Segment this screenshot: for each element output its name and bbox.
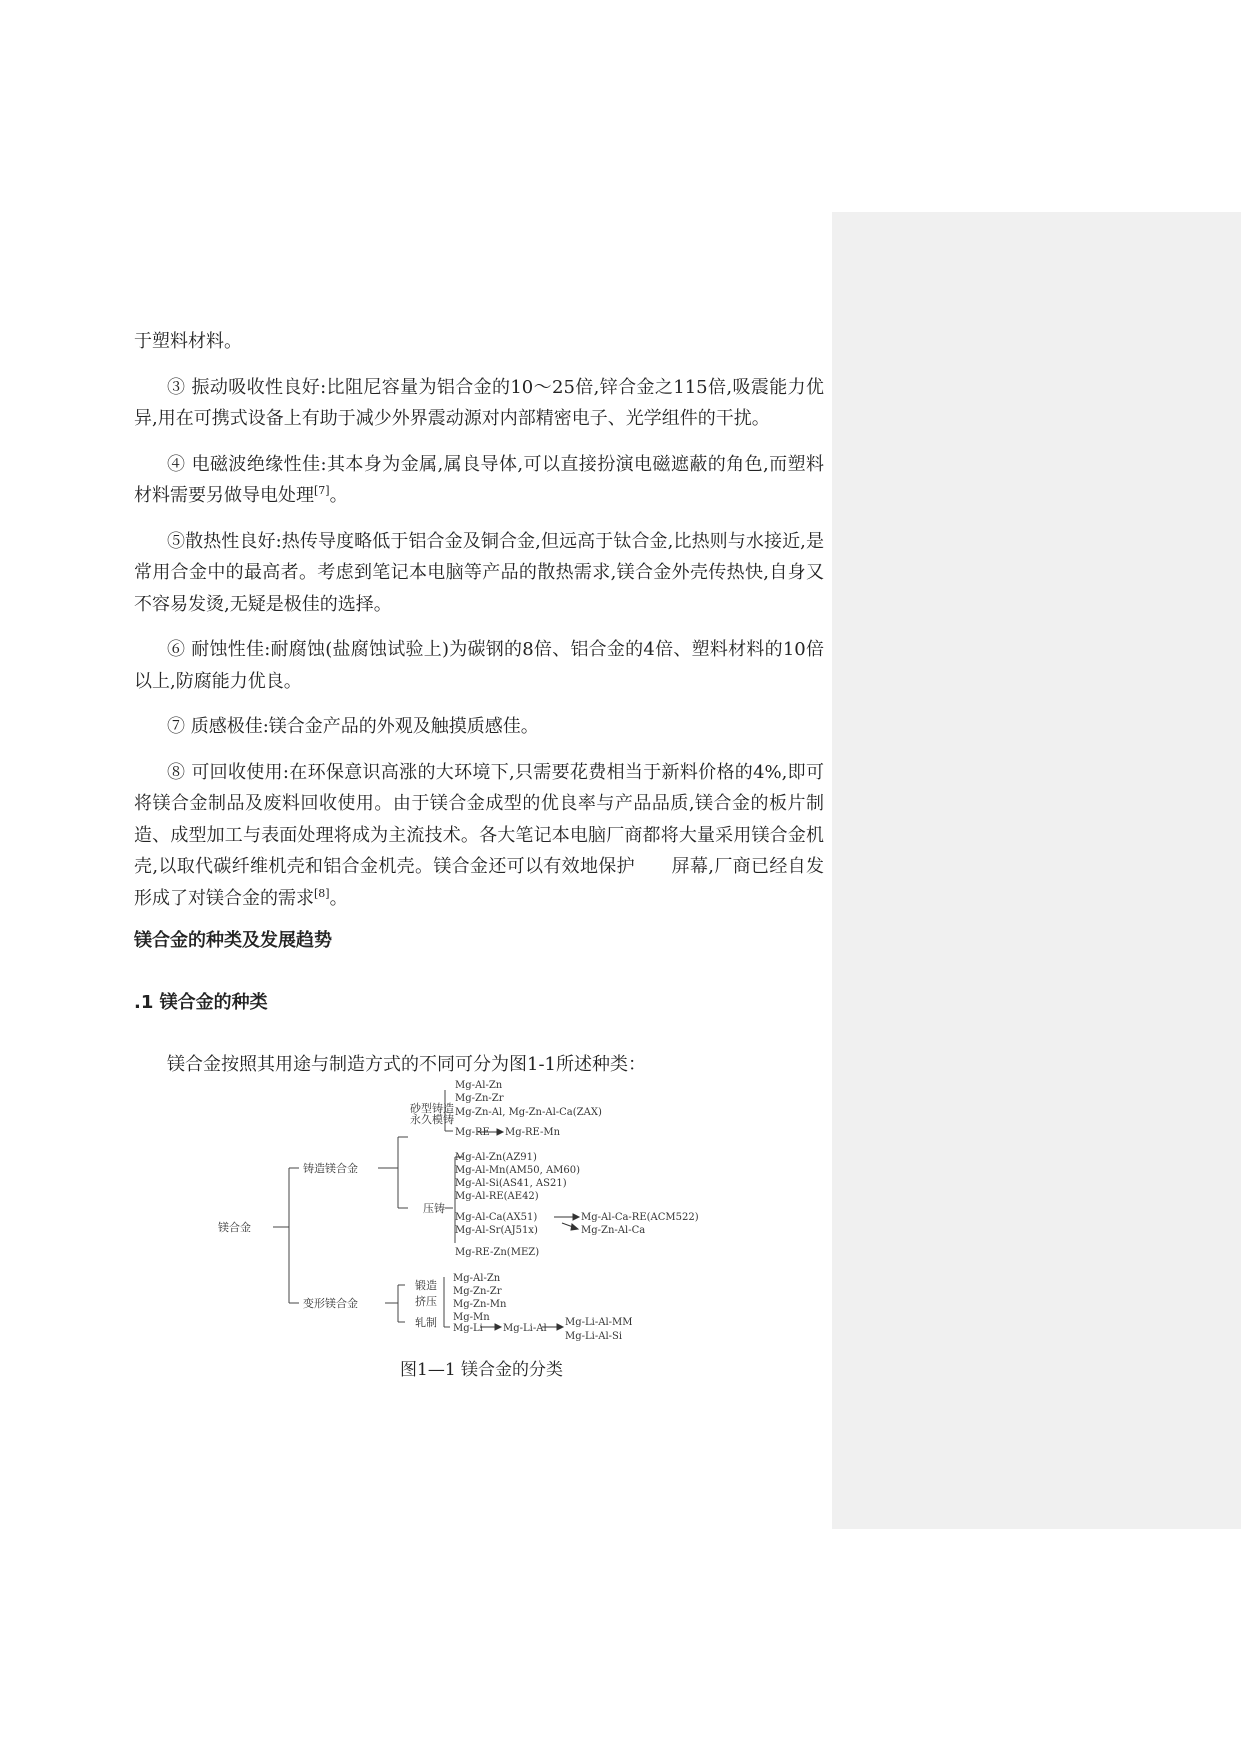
alloy-label: Mg-Al-Zn [453,1273,501,1284]
node-forging: 锻造 [415,1279,437,1292]
body-text [134,326,824,928]
paragraph: ③ 振动吸收性良好:比阻尼容量为铝合金的10～25倍,锌合金之115倍,吸震能力优异,用在可携式设备上有助于减少外界震动源对内部精密电子、光学组件的干扰。 [134,376,824,429]
node-die-cast: 压铸 [423,1202,445,1215]
alloy-label: Mg-Zn-Zr [453,1286,502,1297]
classification-diagram [218,1075,705,1350]
node-sand-cast: 砂型铸造 [410,1102,454,1115]
alloy-label: Mg-Li-Al [503,1323,547,1334]
comment-pane [832,212,1241,1529]
alloy-label: Mg-Li [453,1323,483,1334]
alloy-label: Mg-Zn-Zr [455,1093,504,1104]
section-heading: 镁合金的种类及发展趋势 [134,930,332,951]
node-perm-mold: 永久模铸 [410,1113,454,1126]
alloy-label: Mg-RE-Zn(MEZ) [455,1247,540,1258]
alloy-label: Mg-Al-RE(AE42) [455,1191,539,1202]
paragraph: ④ 电磁波绝缘性佳:其本身为金属,属良导体,可以直接扮演电磁遮蔽的角色,而塑料材料需要另做导电处理[7]。 [134,453,824,506]
citation[interactable]: [7] [314,484,330,497]
node-wrought: 变形镁合金 [303,1297,358,1310]
subsection-heading: .1 镁合金的种类 [134,992,268,1013]
alloy-label: Mg-RE [455,1127,490,1138]
alloy-label: Mg-Al-Zn [455,1080,503,1091]
alloy-label: Mg-Zn-Al-Ca [581,1225,646,1236]
paragraph: ⑥ 耐蚀性佳:耐腐蚀(盐腐蚀试验上)为碳钢的8倍、铝合金的4倍、塑料材料的10倍以上,防腐能力优良。 [134,639,824,692]
paragraph: ⑦ 质感极佳:镁合金产品的外观及触摸质感佳。 [167,716,539,737]
alloy-label: Mg-Al-Sr(AJ51x) [455,1225,538,1236]
node-cast: 铸造镁合金 [303,1162,358,1175]
alloy-label: Mg-Zn-Mn [453,1299,507,1310]
paragraph: ⑤散热性良好:热传导度略低于铝合金及铜合金,但远高于钛合金,比热则与水接近,是常用合金中的最高者。考虑到笔记本电脑等产品的散热需求,镁合金外壳传热快,自身又不容易发烫,无疑是极佳的选择。 [134,530,824,615]
alloy-label: Mg-Al-Mn(AM50, AM60) [455,1165,581,1176]
paragraph: 于塑料材料。 [134,331,242,352]
alloy-label: Mg-Al-Zn(AZ91) [455,1152,537,1163]
node-root: 镁合金 [218,1221,251,1234]
citation[interactable]: [8] [314,886,330,900]
alloy-label: Mg-RE-Mn [505,1127,561,1138]
alloy-label: Mg-Mn [453,1312,490,1323]
alloy-label: Mg-Al-Ca(AX51) [455,1212,538,1223]
figure-caption: 图1—1 镁合金的分类 [400,1360,564,1380]
node-extrusion: 挤压 [415,1295,437,1308]
alloy-label: Mg-Al-Si(AS41, AS21) [455,1178,567,1189]
node-rolling: 轧制 [415,1316,437,1329]
alloy-label: Mg-Zn-Al, Mg-Zn-Al-Ca(ZAX) [455,1107,602,1118]
paragraph: ⑧ 可回收使用:在环保意识高涨的大环境下,只需要花费相当于新料价格的4%,即可将镁合金制品及废料回收使用。由于镁合金成型的优良率与产品品质,镁合金的板片制造、成型加工与表面处理将成为主流技术。各大笔记本电脑厂商都将大量采用镁合金机壳,以取代碳纤维机壳和铝合金机壳。镁合金还可以有效地保护 屏幕,厂商已经自发形成了对镁合金的需求[8]。 [134,761,824,909]
alloy-label: Mg-Li-Al-MM [565,1317,633,1328]
intro-text: 镁合金按照其用途与制造方式的不同可分为图1-1所述种类： [167,1054,646,1075]
alloy-label: Mg-Li-Al-Si [565,1331,623,1342]
alloy-label: Mg-Al-Ca-RE(ACM522) [581,1212,699,1223]
